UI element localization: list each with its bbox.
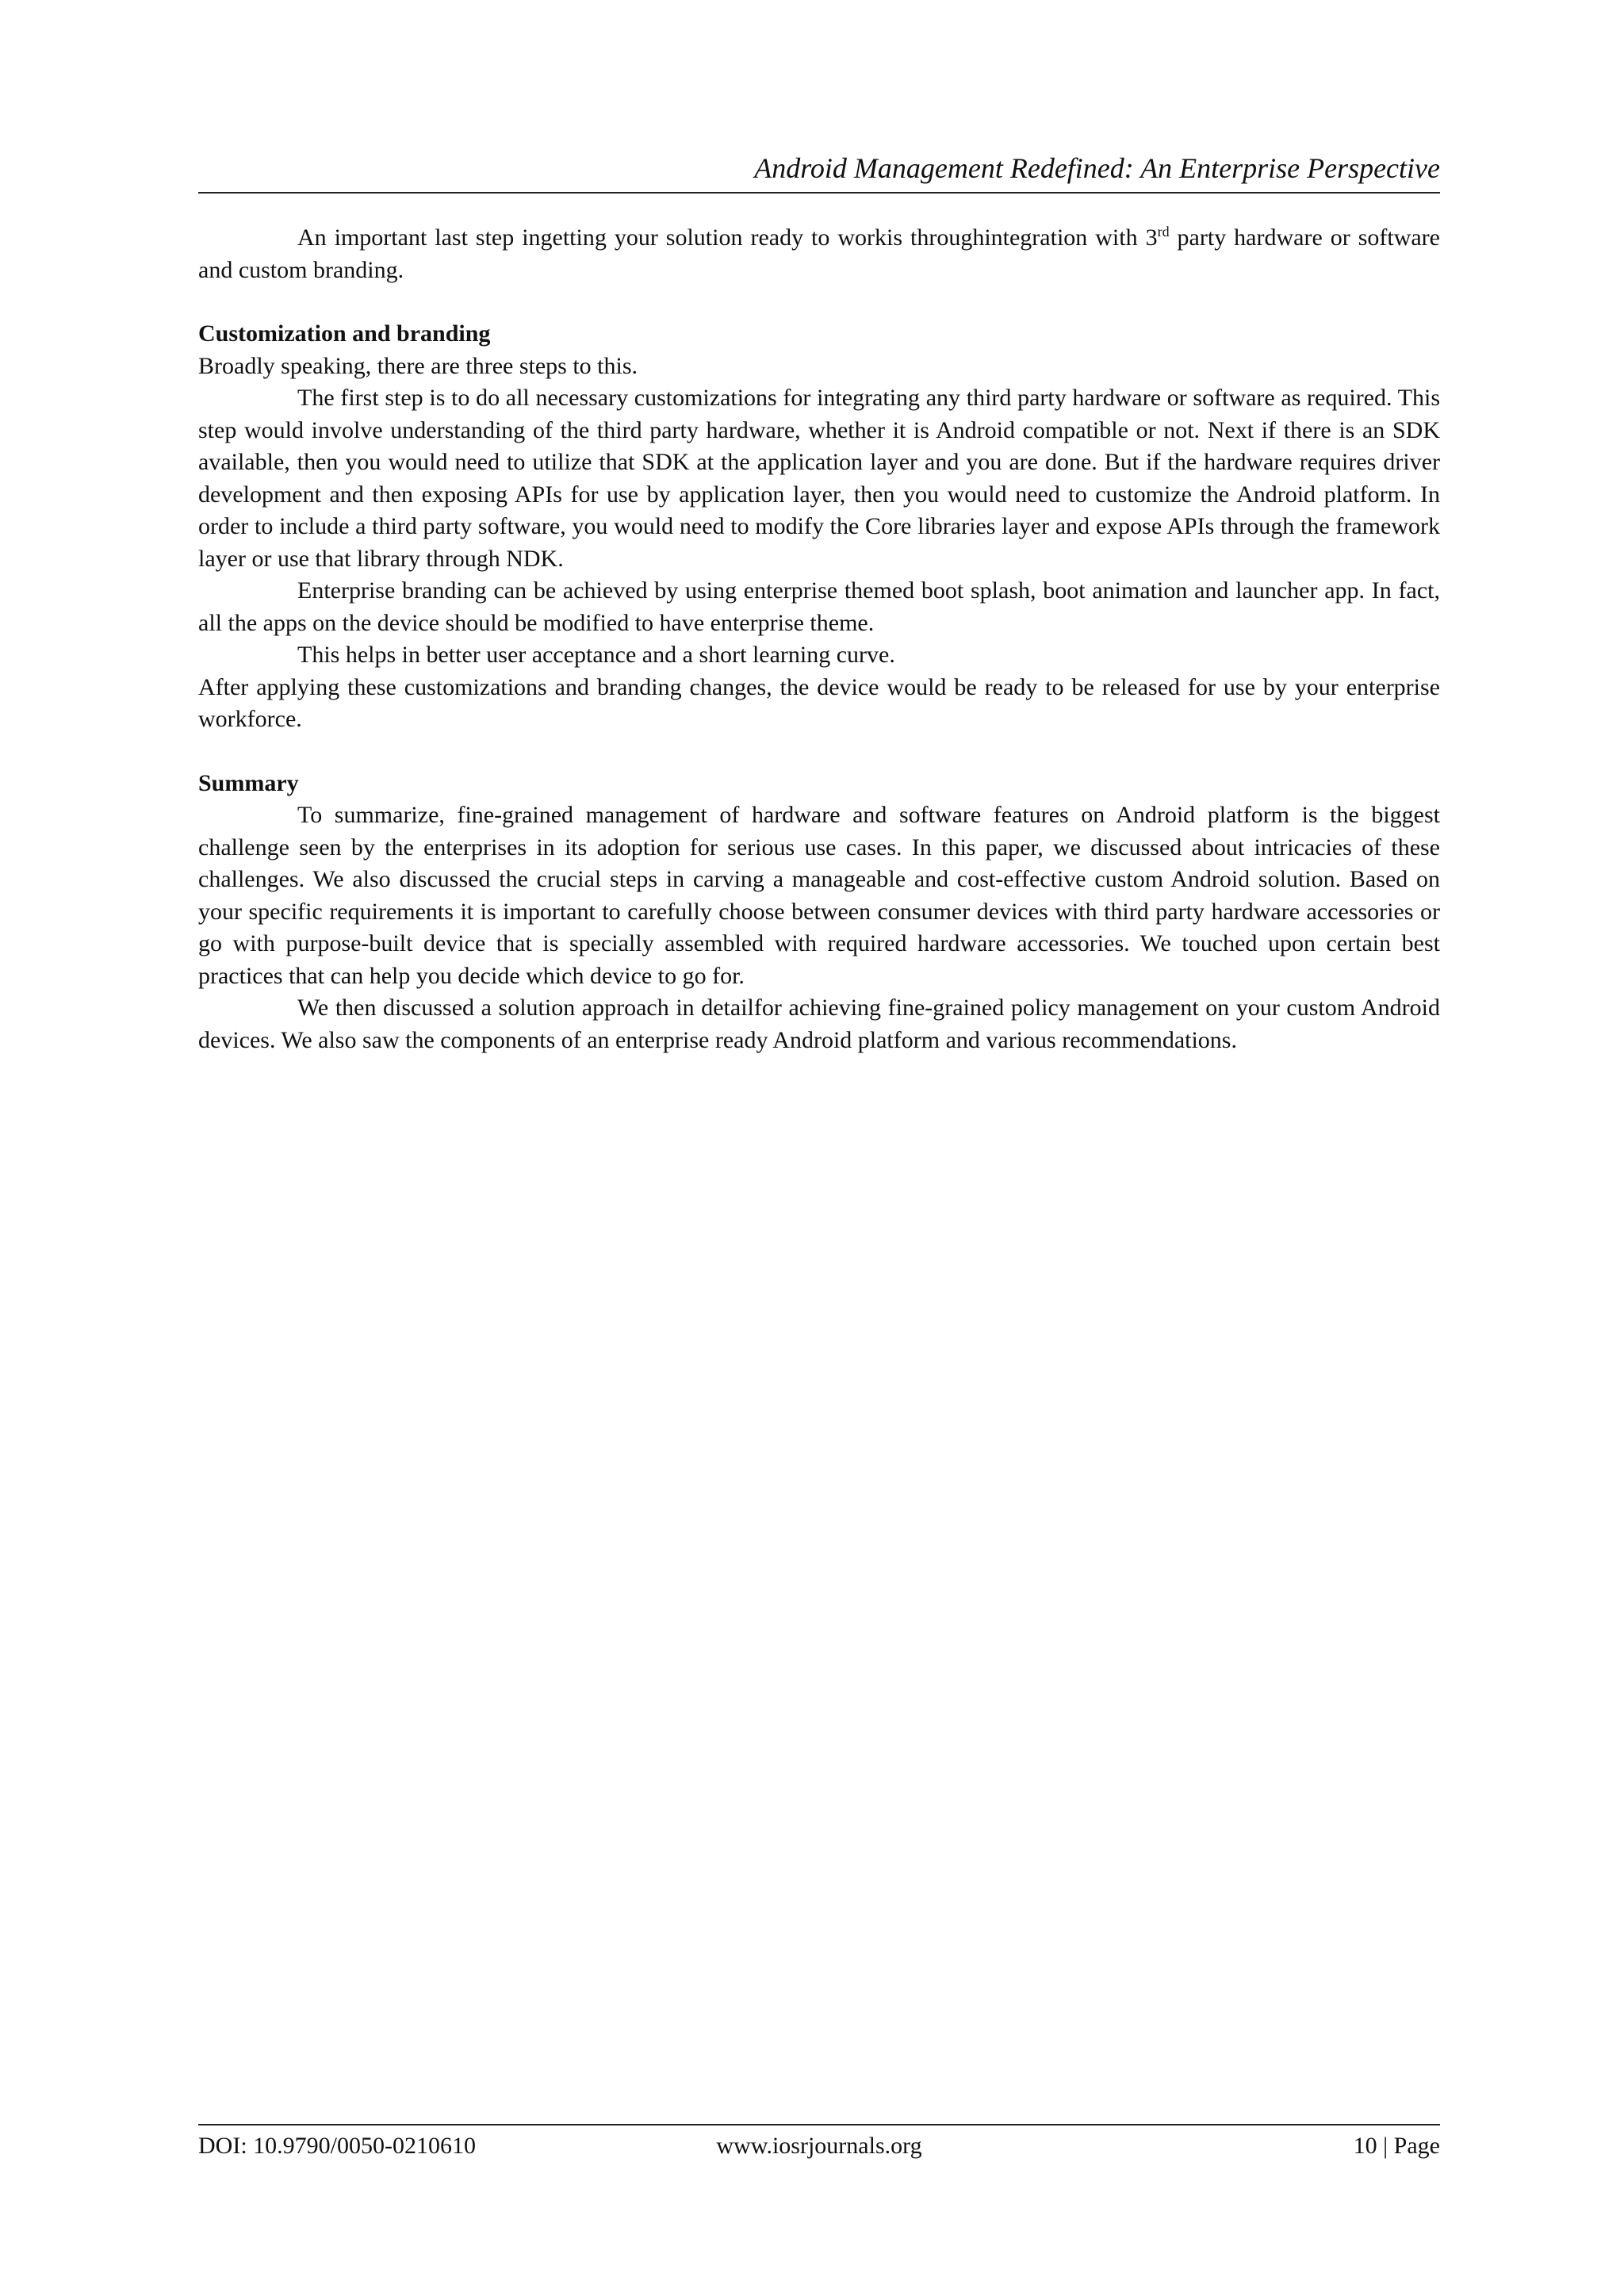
intro-text-after: party hardware or software and custom branding. xyxy=(198,224,1440,283)
running-header-title: Android Management Redefined: An Enterprise Perspective xyxy=(754,152,1440,184)
intro-paragraph xyxy=(198,222,1440,286)
intro-text-before: An important last step ingetting your solution ready to workis throughintegration with 3 xyxy=(297,224,1158,251)
intro-superscript: rd xyxy=(1157,224,1170,240)
customization-paragraph-1: Broadly speaking, there are three steps to this. xyxy=(198,352,638,379)
footer-website: www.iosrjournals.org xyxy=(716,2133,922,2159)
summary-paragraph-1: To summarize, fine-grained management of hardware and software features on Android platform is the biggest challenge seen by the enterprises in its adoption for serious use cases. In this paper, we discussed about intricacies of these challenges. We also discussed the crucial steps in carving a manageable and cost-effective custom Android solution. Based on your specific requirements it is important to carefully choose between consumer devices with third party hardware accessories or go with purpose-built device that is specially assembled with required hardware accessories. We touched upon certain best practices that can help you decide which device to go for. xyxy=(198,802,1440,989)
footer-page-number: 10 | Page xyxy=(1353,2133,1440,2159)
customization-paragraph-3: Enterprise branding can be achieved by using enterprise themed boot splash, boot animation and launcher app. In fact, all the apps on the device should be modified to have enterprise theme. xyxy=(198,577,1440,636)
footer-doi: DOI: 10.9790/0050-0210610 xyxy=(198,2133,476,2159)
customization-paragraph-5: After applying these customizations and branding changes, the device would be ready to be released for use by your enterprise workforce. xyxy=(198,673,1440,732)
main-content xyxy=(198,222,1440,1056)
spacer xyxy=(198,286,1440,318)
customization-paragraph-4: This helps in better user acceptance and a short learning curve. xyxy=(297,642,895,668)
section-heading-customization: Customization and branding xyxy=(198,320,491,347)
footer-divider xyxy=(198,2124,1440,2125)
summary-paragraph-2: We then discussed a solution approach in detailfor achieving fine-grained policy management on your custom Android devices. We also saw the components of an enterprise ready Android platform and various recommendations. xyxy=(198,995,1440,1053)
section-heading-summary: Summary xyxy=(198,769,299,796)
customization-paragraph-2: The first step is to do all necessary customizations for integrating any third party hardware or software as required. This step would involve understanding of the third party hardware, whether it is Android compatible or not. Next if there is an SDK available, then you would need to utilize that SDK at the application layer and you are done. But if the hardware requires driver development and then exposing APIs for use by application layer, then you would need to customize the Android platform. In order to include a third party software, you would need to modify the Core libraries layer and expose APIs through the framework layer or use that library through NDK. xyxy=(198,385,1440,572)
header-divider xyxy=(198,192,1440,194)
spacer xyxy=(198,736,1440,768)
page-footer xyxy=(198,2129,1440,2164)
